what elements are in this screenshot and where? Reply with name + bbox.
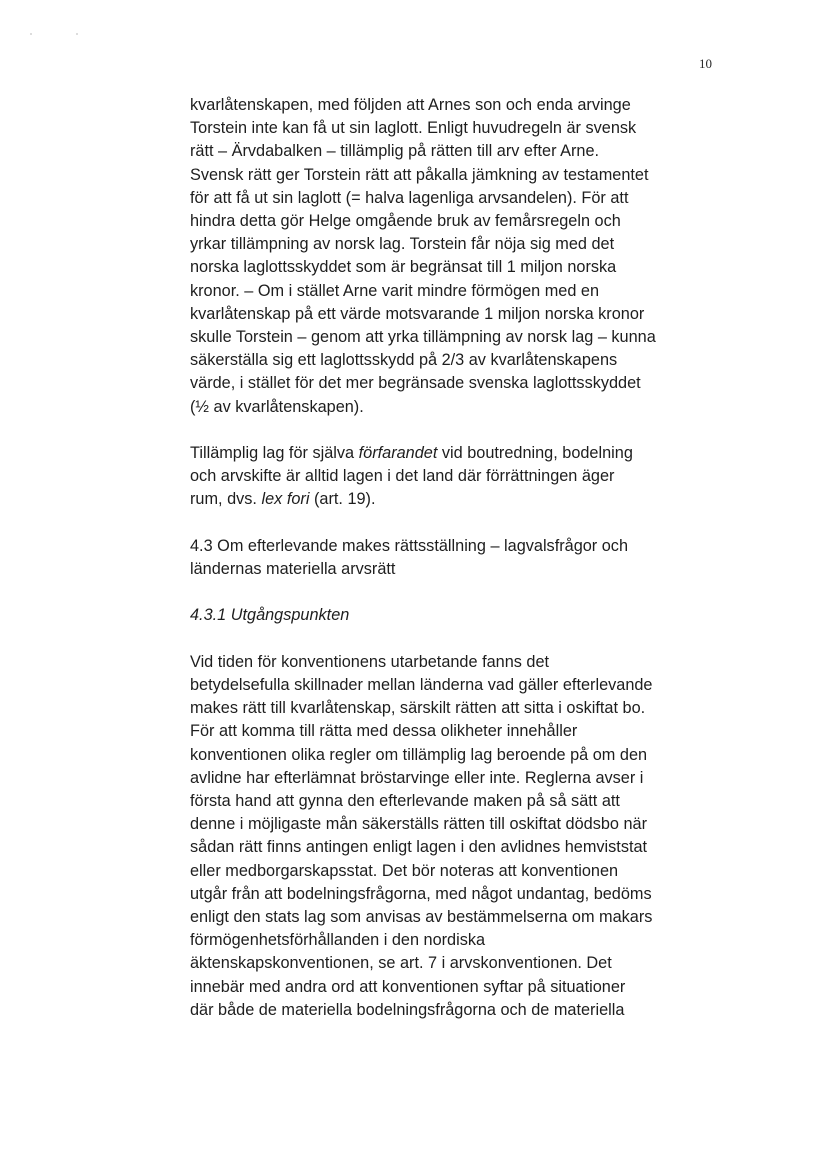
text-line: För att komma till rätta med dessa olikheter innehåller — [190, 722, 578, 741]
text-line: innebär med andra ord att konventionen syftar på situationer — [190, 977, 626, 996]
page-number: 10 — [699, 56, 712, 71]
text-run: (art. 19). — [309, 490, 376, 509]
scan-artifact-dot — [76, 33, 78, 35]
scan-artifact-dot — [30, 33, 32, 35]
text-line — [190, 442, 720, 465]
text-run: Tillämplig lag för själva — [190, 444, 359, 463]
text-line: yrkar tillämpning av norsk lag. Torstein får nöja sig med det — [190, 235, 615, 254]
text-line: utgår från att bodelningsfrågorna, med något undantag, bedöms — [190, 884, 652, 903]
paragraph-laglott-example — [190, 94, 720, 419]
text-line: förmögenhetsförhållanden i den nordiska — [190, 931, 486, 950]
heading-line: ländernas materiella arvsrätt — [190, 560, 396, 579]
text-line: äktenskapskonventionen, se art. 7 i arvskonventionen. Det — [190, 954, 612, 973]
text-line: betydelsefulla skillnader mellan länderna vad gäller efterlevande — [190, 676, 653, 695]
text-run: vid boutredning, bodelning — [437, 444, 633, 463]
paragraph-utgangspunkten — [190, 651, 720, 1022]
text-line: avlidne har efterlämnat bröstarvinge eller inte. Reglerna avser i — [190, 768, 644, 787]
text-line: rätt – Ärvdabalken – tillämplig på rätten till arv efter Arne. — [190, 142, 600, 161]
paragraph-forfarandet — [190, 442, 720, 512]
text-line — [190, 488, 720, 511]
text-line: sådan rätt finns antingen enligt lagen i den avlidnes hemviststat — [190, 838, 648, 857]
subsection-heading-4-3-1: 4.3.1 Utgångspunkten — [190, 606, 350, 625]
text-line: konventionen olika regler om tillämplig lag beroende på om den — [190, 745, 648, 764]
text-line: där både de materiella bodelningsfrågorna och de materiella — [190, 1000, 625, 1019]
text-line: norska laglottsskyddet som är begränsat till 1 miljon norska — [190, 258, 617, 277]
document-body — [190, 94, 720, 1045]
heading-line: 4.3 Om efterlevande makes rättsställning – lagvalsfrågor och — [190, 536, 629, 555]
text-line: kronor. – Om i stället Arne varit mindre förmögen med en — [190, 281, 600, 300]
text-run: rum, dvs. — [190, 490, 262, 509]
text-line: hindra detta gör Helge omgående bruk av femårsregeln och — [190, 212, 621, 231]
text-line: Svensk rätt ger Torstein rätt att påkalla jämkning av testamentet — [190, 165, 649, 184]
text-line: säkerställa sig ett laglottsskydd på 2/3 av kvarlåtenskapens — [190, 351, 618, 370]
text-line: denne i möjligaste mån säkerställs rätten till oskiftat dödsbo när — [190, 815, 648, 834]
text-line: skulle Torstein – genom att yrka tillämpning av norsk lag – kunna — [190, 328, 656, 347]
text-line: första hand att gynna den efterlevande maken på så sätt att — [190, 792, 620, 811]
italic-term-lex-fori: lex fori — [261, 490, 310, 509]
text-line: Torstein inte kan få ut sin laglott. Enligt huvudregeln är svensk — [190, 119, 637, 138]
text-line: makes rätt till kvarlåtenskap, särskilt rätten att sitta i oskiftat bo. — [190, 699, 646, 718]
text-line: värde, i stället för det mer begränsade svenska laglottsskyddet — [190, 374, 641, 393]
text-line: eller medborgarskapsstat. Det bör noteras att konventionen — [190, 861, 619, 880]
text-line: (½ av kvarlåtenskapen). — [190, 397, 364, 416]
italic-term-forfarandet: förfarandet — [358, 444, 438, 463]
text-line: Vid tiden för konventionens utarbetande fanns det — [190, 652, 550, 671]
text-line: kvarlåtenskap på ett värde motsvarande 1 miljon norska kronor — [190, 304, 645, 323]
text-line: för att få ut sin laglott (= halva lagenliga arvsandelen). För att — [190, 188, 629, 207]
text-line: kvarlåtenskapen, med följden att Arnes son och enda arvinge — [190, 96, 631, 114]
text-line: enligt den stats lag som anvisas av bestämmelserna om makars — [190, 908, 653, 927]
text-line: och arvskifte är alltid lagen i det land där förrättningen äger — [190, 467, 615, 486]
section-heading-4-3 — [190, 535, 720, 581]
